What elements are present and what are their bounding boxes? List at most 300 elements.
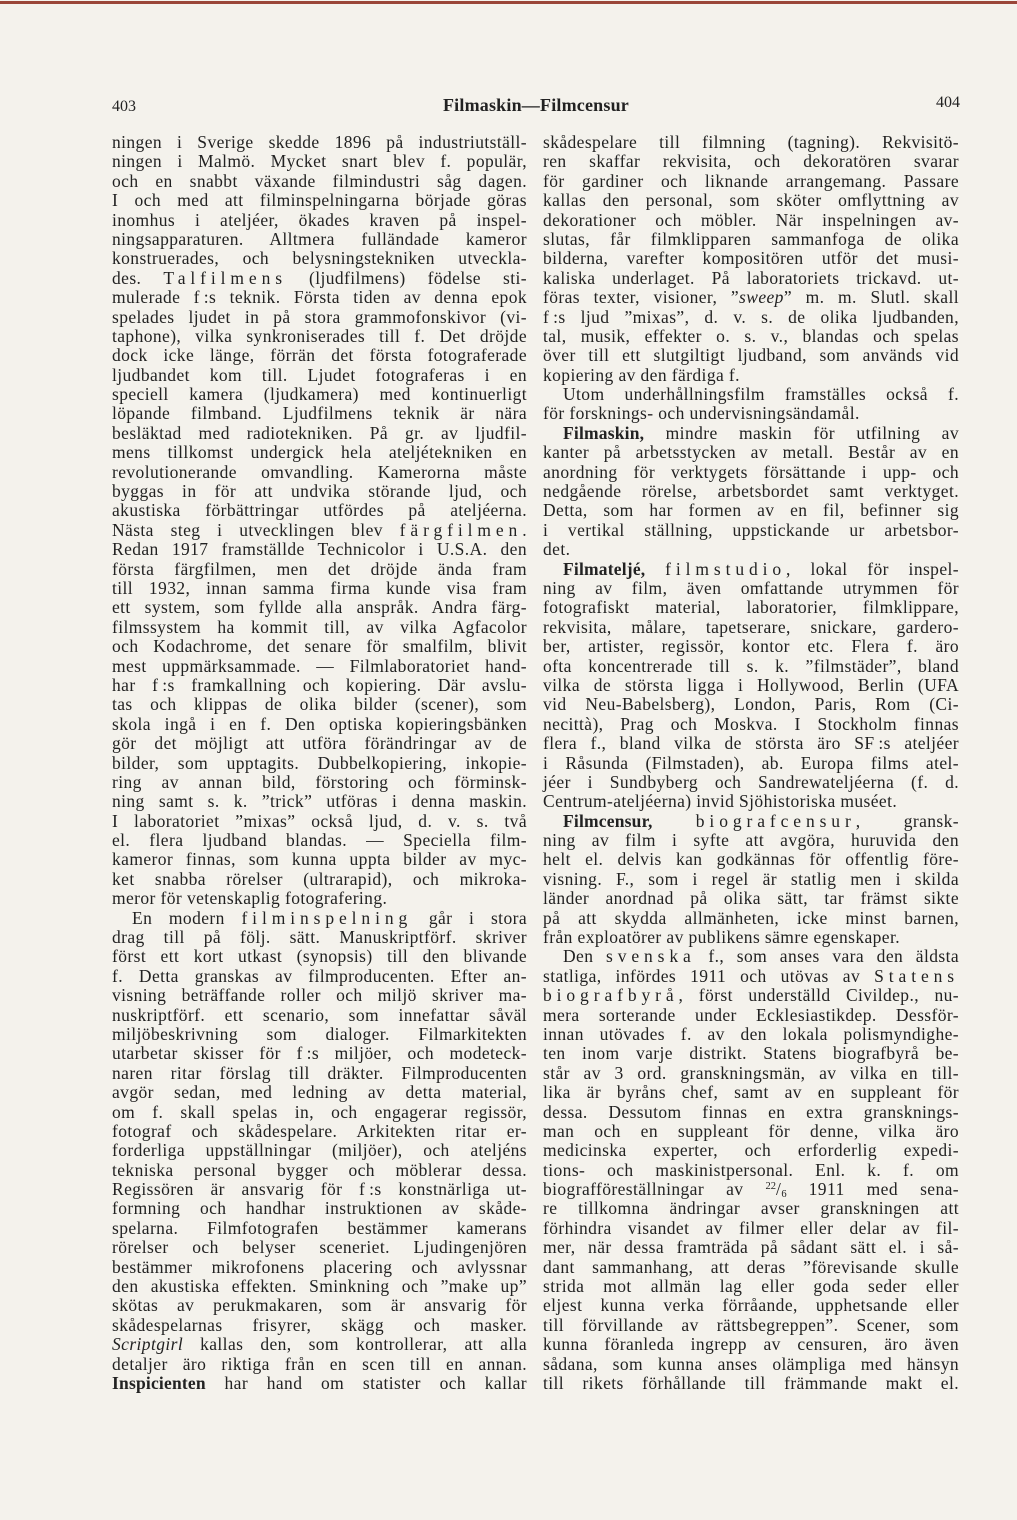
text-line <box>543 308 959 327</box>
line-text: ningen i Sverige skedde 1896 på industriutställ- <box>112 132 527 152</box>
text-line <box>112 385 527 404</box>
line-text: slutas, får filmklipparen sammanfoga de olika <box>543 228 959 249</box>
line-text: står av 3 ord. granskningsmän, av vilka en till- <box>543 1062 959 1083</box>
line-text: necittà), Prag och Moskva. I Stockholm finnas <box>543 713 959 734</box>
line-text: nedgående rörelse, arbetsbordet samt verktyget. <box>543 481 959 502</box>
line-text: spelarna. Filmfotografen bestämmer kamerans <box>112 1217 527 1238</box>
text-line <box>112 560 527 579</box>
text-line <box>112 1141 527 1160</box>
line-text: ett system, som fyllde alla anspråk. Andra färg- <box>112 597 527 618</box>
line-text: vid Neu-Babelsberg), London, Paris, Rom (Ci- <box>543 694 959 715</box>
spaced-term: biografbyrå <box>543 985 679 1006</box>
line-text: besläktad med radiotekniken. På gr. av ljudfil- <box>112 422 527 443</box>
line-text: Regissören är ansvarig för f :s konstnärliga ut- <box>112 1179 527 1200</box>
text-line <box>112 1083 527 1102</box>
line-text: tas och klippas de olika bilder (scener), som <box>112 694 527 715</box>
text-line <box>543 560 959 579</box>
text-line <box>112 1199 527 1218</box>
line-text: des. <box>112 267 164 288</box>
line-text: dessa. Dessutom finnas en extra gransknings- <box>543 1101 959 1122</box>
text-line <box>543 152 959 171</box>
line-text: till 1932, innan samma firma kunde visa fram <box>112 577 527 598</box>
line-text: innan utövades f. av den lokala polismyndighe- <box>543 1023 959 1044</box>
line-text: rekvisita, målare, tapetserare, snickare, gardero- <box>543 616 959 637</box>
line-text: ljudbandet kom till. Ljudet fotograferas i en <box>112 364 527 385</box>
text-line <box>112 715 527 734</box>
text-line <box>543 889 959 908</box>
line-text: flera f., bland vilka de största äro SF :s ateljéer <box>543 733 959 754</box>
text-line <box>112 308 527 327</box>
text-line <box>543 1064 959 1083</box>
text-line <box>112 695 527 714</box>
text-line <box>112 327 527 346</box>
line-text: länder anordnad på olika sätt, tar främst sikte <box>543 888 959 909</box>
text-line <box>543 734 959 753</box>
text-line <box>543 1122 959 1141</box>
line-text: mera sorterande under Ecklesiastikdep. Dessför- <box>543 1004 959 1025</box>
line-text: dock icke länge, förrän det första fotograferade <box>112 345 527 366</box>
text-line <box>112 986 527 1005</box>
line-text: (ljudfilmens) födelse sti- <box>286 267 527 288</box>
text-line <box>543 1238 959 1257</box>
text-line <box>543 831 959 850</box>
italic-term: Scriptgirl <box>112 1334 184 1355</box>
line-text: gör det möjligt att utföra förändringar av de <box>112 733 527 754</box>
paragraph <box>543 424 959 560</box>
line-text: f :s ljud ”mixas”, d. v. s. de olika ljudbanden, <box>543 306 959 327</box>
line-text: ofta koncentrerade till s. k. ”filmstäder”, bland <box>543 655 959 676</box>
line-text: tekniska personal bygger och möblerar dessa. <box>112 1159 527 1180</box>
line-text: för forsknings- och undervisningsändamål. <box>543 403 860 424</box>
text-line <box>543 1374 959 1393</box>
text-line <box>112 1355 527 1374</box>
text-line <box>543 676 959 695</box>
line-text: konstruerades, och belysningstekniken utveckla- <box>112 248 527 269</box>
text-line <box>543 482 959 501</box>
line-text: re tillkomna ändringar avser granskningen att <box>543 1198 959 1219</box>
text-line <box>543 812 959 831</box>
line-text: jéer i Sundbyberg och Sandrewateljéerna (f. d. <box>543 771 959 792</box>
text-line <box>112 1044 527 1063</box>
spaced-term: Talfilmens <box>163 267 287 288</box>
line-text: byggas in för att undvika störande ljud, och <box>112 481 527 502</box>
text-line <box>543 773 959 792</box>
line-text: Detta, som har formen av en fil, befinner sig <box>543 500 959 521</box>
line-text: löpande filmband. Ljudfilmens teknik är nära <box>112 403 527 424</box>
text-line <box>112 579 527 598</box>
text-line <box>112 792 527 811</box>
line-text: visning beträffande roller och miljö skriver ma- <box>112 985 527 1006</box>
line-text: sådana, som kunna anses olämpliga med hänsyn <box>543 1353 959 1374</box>
spaced-term: svenska <box>606 946 696 967</box>
text-line <box>112 967 527 986</box>
line-text: , lokal för inspel- <box>786 558 959 579</box>
text-line <box>112 870 527 889</box>
text-line <box>112 1025 527 1044</box>
text-line <box>112 288 527 307</box>
line-text: mens tillkomst undergick hela ateljétekniken en <box>112 442 527 463</box>
line-text: taphone), vilka synkroniserades till f. Det dröjde <box>112 325 527 346</box>
line-text: detaljer äro riktiga från en scen till en annan. <box>112 1353 527 1374</box>
text-line <box>112 1316 527 1335</box>
line-text: Den <box>563 946 606 967</box>
line-text: visning. F., som i regel är statlig men i skilda <box>543 868 959 889</box>
line-text: i vertikal ställning, uppstickande ur arbetsbor- <box>543 519 959 540</box>
text-line <box>543 443 959 462</box>
text-line <box>543 1083 959 1102</box>
text-line <box>543 1355 959 1374</box>
text-line <box>112 947 527 966</box>
text-line <box>112 540 527 559</box>
line-text <box>645 559 665 579</box>
line-text: ” m. m. Slutl. skall <box>783 287 959 308</box>
line-text: I och med att filminspelningarna började göras <box>112 190 527 211</box>
text-line <box>112 482 527 501</box>
line-text: bilder, som upptagits. Dubbelkopiering, inkopie- <box>112 752 527 773</box>
text-line <box>543 1199 959 1218</box>
text-line <box>543 792 959 811</box>
text-line <box>112 269 527 288</box>
paragraph <box>112 909 527 1394</box>
paragraph <box>543 560 959 812</box>
text-line <box>112 133 527 152</box>
line-text: miljöbeskrivning som dialoger. Filmarkitekten <box>112 1023 527 1044</box>
line-text: mindre maskin för utfilning av <box>644 422 959 443</box>
line-text: man och en suppleant för denne, vilka äro <box>543 1120 959 1141</box>
line-text: biografföreställningar av <box>543 1179 766 1200</box>
line-text: f. Detta granskas av filmproducenten. Efter an- <box>112 965 527 986</box>
text-line <box>112 1006 527 1025</box>
line-text: kopiering av den färdiga f. <box>543 364 740 385</box>
line-text: om f. skall spelas in, och engagerar regissör, <box>112 1101 527 1122</box>
line-text: skola ingå i en f. Den optiska kopieringsbänken <box>112 713 527 734</box>
line-text: skådespelarnas frisyrer, skägg och masker. <box>112 1314 527 1335</box>
text-line <box>112 1122 527 1141</box>
line-text: den akustiska effekten. Sminkning och ”make up” <box>112 1276 527 1297</box>
line-text: inomhus i ateljéer, ökades kraven på inspel- <box>112 209 527 230</box>
text-line <box>112 637 527 656</box>
line-text: och en snabbt växande filmindustri såg dagen. <box>112 170 527 191</box>
line-text: kallas den, som kontrollerar, att alla <box>183 1334 527 1355</box>
text-line <box>112 230 527 249</box>
text-line <box>543 870 959 889</box>
paragraph <box>543 812 959 948</box>
text-line <box>543 1316 959 1335</box>
line-text: ning samt s. k. ”trick” utföras i denna maskin. <box>112 791 527 812</box>
text-line <box>112 1258 527 1277</box>
line-text: ring av annan bild, förstoring och förminsk- <box>112 771 527 792</box>
line-text: / <box>776 1179 782 1200</box>
line-text: anordning för verktygets försättande i upp- och <box>543 461 959 482</box>
line-text: kameror finnas, som kunna uppta bilder av myc- <box>112 849 527 870</box>
line-text: tions- och maskinistpersonal. Enl. k. f. om <box>543 1159 959 1180</box>
text-line <box>543 1006 959 1025</box>
line-text: ning av film i syfte att avgöra, huruvida den <box>543 830 959 851</box>
fraction-denominator: 6 <box>781 1188 787 1200</box>
paragraph <box>543 385 959 424</box>
line-text: drag till på följ. sätt. Manuskriptförf. skriver <box>112 927 527 948</box>
line-text: eljest kunna verka förråande, upphetsande eller <box>543 1295 959 1316</box>
line-text: skötas av perukmakaren, som är ansvarig för <box>112 1295 527 1316</box>
text-line <box>543 1258 959 1277</box>
line-text: dant sammanhang, att deras ”förevisande skulle <box>543 1256 959 1277</box>
text-line <box>543 1277 959 1296</box>
text-line <box>543 1335 959 1354</box>
line-text: mest uppmärksammade. — Filmlaboratoriet hand- <box>112 655 527 676</box>
text-line <box>543 133 959 152</box>
bold-term: Inspicienten <box>112 1373 206 1393</box>
spaced-term: filminspelning <box>241 907 413 928</box>
text-line <box>543 618 959 637</box>
text-line <box>543 385 959 404</box>
text-line <box>112 928 527 947</box>
text-line <box>543 715 959 734</box>
text-line <box>112 1161 527 1180</box>
text-line <box>112 598 527 617</box>
spaced-term: Statens <box>874 965 959 986</box>
line-text: . <box>522 519 527 540</box>
line-text: går i stora <box>412 907 527 928</box>
text-line <box>543 695 959 714</box>
text-line <box>543 269 959 288</box>
line-text: speciell kamera (ljudkamera) med kontinuerligt <box>112 384 527 405</box>
line-text: filmssystem ha kommit till, av vilka Agfacolor <box>112 616 527 637</box>
line-text: naren ritar förslag till dräkter. Filmproducenten <box>112 1062 527 1083</box>
text-line <box>543 657 959 676</box>
line-text: nuskriptförf. ett scenario, som innefattar såväl <box>112 1004 527 1025</box>
bold-term: Filmaskin, <box>563 422 645 443</box>
line-text: revolutionerande omvandling. Kamerorna måste <box>112 461 527 482</box>
paragraph <box>543 133 959 385</box>
line-text: ket snabba rörelser (ultrarapid), och mikroka- <box>112 868 527 889</box>
line-text: , först underställd Civildep., nu- <box>678 985 959 1006</box>
text-line <box>112 191 527 210</box>
line-text: bestämmer mikrofonens placering och avlyssnar <box>112 1256 527 1277</box>
line-text: Centrum-ateljéerna) invid Sjöhistoriska muséet. <box>543 791 898 812</box>
text-line <box>112 404 527 423</box>
text-line <box>543 211 959 230</box>
line-text: medicinska experter, och erforderlig expedi- <box>543 1140 959 1161</box>
line-text: kanter på arbetsstycken av metall. Består av en <box>543 442 959 463</box>
text-line <box>543 579 959 598</box>
text-line <box>543 327 959 346</box>
text-line <box>112 831 527 850</box>
text-line <box>543 521 959 540</box>
text-line <box>543 404 959 423</box>
line-text: akustiska förbättringar utfördes på ateljéerna. <box>112 500 527 521</box>
text-line <box>112 1064 527 1083</box>
text-line <box>112 812 527 831</box>
line-text: el. flera ljudband blandas. — Speciella film- <box>112 830 527 851</box>
text-line <box>543 288 959 307</box>
line-text: ningen i Malmö. Mycket snart blev f. populär, <box>112 151 527 172</box>
text-line <box>543 540 959 559</box>
text-line <box>543 1044 959 1063</box>
text-line <box>543 909 959 928</box>
text-line <box>112 734 527 753</box>
fraction-numerator: 22 <box>765 1181 777 1193</box>
text-line <box>543 1025 959 1044</box>
line-text: Redan 1917 framställde Technicolor i U.S.A. den <box>112 539 527 560</box>
line-text: har hand om statister och kallar <box>205 1373 527 1393</box>
line-text: på att skydda allmänheten, icke minst barnen, <box>543 907 959 928</box>
line-text: ningsapparaturen. Alltmera fulländade kameror <box>112 228 527 249</box>
text-line <box>112 249 527 268</box>
running-header <box>112 94 960 118</box>
text-line <box>543 366 959 385</box>
text-line <box>543 850 959 869</box>
running-title: Filmaskin—Filmcensur <box>442 95 629 115</box>
right-column <box>543 133 959 1393</box>
line-text: En modern <box>132 907 242 928</box>
text-line <box>543 1180 959 1199</box>
text-line <box>543 172 959 191</box>
line-text: I laboratoriet ”mixas” också ljud, d. v. s. två <box>112 810 527 831</box>
page-edge <box>0 1 1017 4</box>
text-line <box>112 1219 527 1238</box>
text-line <box>112 618 527 637</box>
line-text: först ett kort utkast (synopsis) till den blivande <box>112 946 527 967</box>
text-line <box>543 463 959 482</box>
text-line <box>112 850 527 869</box>
line-text: till förvillande av rättsbegreppen”. Scener, som <box>543 1314 959 1335</box>
line-text: statliga, infördes 1911 och utövas av <box>543 965 875 986</box>
text-line <box>543 191 959 210</box>
line-text: mulerade f :s teknik. Första tiden av denna epok <box>112 287 527 308</box>
spaced-term: biografcensur <box>695 810 856 831</box>
text-line <box>543 346 959 365</box>
left-column <box>112 133 527 1393</box>
text-line <box>112 346 527 365</box>
line-text: utarbetar skisser för f :s miljöer, och modeteck- <box>112 1043 527 1064</box>
line-text: ning av film, även omfattande utrymmen för <box>543 577 959 598</box>
spaced-term: färgfilmen <box>399 519 523 540</box>
text-line <box>112 1335 527 1354</box>
text-line <box>112 1277 527 1296</box>
text-line <box>543 928 959 947</box>
text-line <box>112 424 527 443</box>
text-line <box>543 1141 959 1160</box>
line-text: Utom underhållningsfilm framställes också f. <box>563 384 959 405</box>
line-text: förhindra visandet av filmer eller delar av fil- <box>543 1217 959 1238</box>
line-text: 1911 med sena- <box>786 1179 959 1200</box>
paragraph <box>112 133 527 909</box>
line-text: vilka de största ligga i Hollywood, Berlin (UFA <box>543 674 959 695</box>
line-text: ten inom varje distrikt. Statens biografbyrå be- <box>543 1043 959 1064</box>
text-line <box>543 598 959 617</box>
line-text: har f :s framkallning och kopiering. Där avslu- <box>112 674 527 695</box>
page-number-left: 403 <box>112 98 136 115</box>
bold-term: Filmcensur, <box>563 810 653 831</box>
paragraph <box>543 947 959 1393</box>
text-line <box>112 211 527 230</box>
text-line <box>543 986 959 1005</box>
text-line <box>112 463 527 482</box>
line-text: strida mot allmän lag eller goda seder eller <box>543 1276 959 1297</box>
text-line <box>543 230 959 249</box>
text-line <box>543 637 959 656</box>
line-text: det. <box>543 539 571 560</box>
line-text: ren skaffar rekvisita, och dekoratören svarar <box>543 151 959 172</box>
text-line <box>112 754 527 773</box>
text-line <box>112 1180 527 1199</box>
text-line <box>543 754 959 773</box>
line-text: Nästa steg i utvecklingen blev <box>112 519 400 540</box>
line-text: dekorationer och möbler. När inspelningen av- <box>543 209 959 230</box>
line-text: fotograf och skådespelare. Arkitekten ritar er- <box>112 1120 527 1141</box>
line-text: ber, artister, regissör, kontor etc. Flera f. äro <box>543 636 959 657</box>
line-text: fotografiskt material, laboratorier, filmklippare, <box>543 597 959 618</box>
text-line <box>112 172 527 191</box>
text-line <box>112 1374 527 1393</box>
line-text: meror för vetenskaplig fotografering. <box>112 888 388 909</box>
line-text: helt el. delvis kan godkännas för offentlig före- <box>543 849 959 870</box>
line-text: formning och handhar instruktionen av skåde- <box>112 1198 527 1219</box>
text-line <box>112 773 527 792</box>
line-text: för gardiner och liknande arrangemang. Passare <box>543 170 959 191</box>
page-number-right: 404 <box>936 94 960 111</box>
line-text: forderliga uppställningar (miljöer), och ateljéns <box>112 1140 527 1161</box>
line-text: föras texter, visioner, ” <box>543 287 740 308</box>
text-line <box>112 909 527 928</box>
line-text: bilderna, varefter kompositören utför det musi- <box>543 248 959 269</box>
text-line <box>112 521 527 540</box>
text-line <box>543 1103 959 1122</box>
line-text: till rikets förhållande till främmande makt el. <box>543 1373 959 1393</box>
line-text: mer, när dessa framträda på sådant sätt el. i så- <box>543 1237 959 1258</box>
spaced-term: filmstudio <box>665 558 787 579</box>
line-text: från exploatörer av publikens sämre egenskaper. <box>543 927 900 948</box>
text-line <box>543 501 959 520</box>
text-line <box>112 501 527 520</box>
line-text <box>653 811 696 831</box>
text-line <box>112 1296 527 1315</box>
line-text: lika är byråns chef, samt av en suppleant för <box>543 1082 959 1103</box>
line-text: över till ett slutgiltigt ljudband, som används vid <box>543 345 959 366</box>
text-line <box>112 1238 527 1257</box>
text-line <box>543 249 959 268</box>
line-text: spelades ljudet in på stora grammofonskivor (vi- <box>112 306 527 327</box>
line-text: första färgfilmen, men det dröjde ända fram <box>112 558 527 579</box>
text-line <box>112 366 527 385</box>
line-text: kaliska underlaget. På laboratoriets trickavd. ut- <box>543 267 959 288</box>
line-text: skådespelare till filmning (tagning). Rekvisitö- <box>543 132 959 152</box>
line-text: avgör sedan, med ledning av detta material, <box>112 1082 527 1103</box>
text-line <box>112 152 527 171</box>
text-line <box>112 1103 527 1122</box>
bold-term: Filmateljé, <box>563 558 646 579</box>
text-line <box>543 424 959 443</box>
text-line <box>543 947 959 966</box>
line-text: , gransk- <box>855 810 959 831</box>
line-text: rörelser och belyser sceneriet. Ljudingenjören <box>112 1237 527 1258</box>
text-line <box>543 1296 959 1315</box>
italic-term: sweep <box>739 287 784 308</box>
text-line <box>112 889 527 908</box>
text-line <box>543 1161 959 1180</box>
line-text: och Kodachrome, det senare för smalfilm, blivit <box>112 636 527 657</box>
text-line <box>543 1219 959 1238</box>
text-line <box>112 657 527 676</box>
text-line <box>112 676 527 695</box>
line-text: tal, musik, effekter o. s. v., blandas och spelas <box>543 325 959 346</box>
line-text: f., som anses vara den äldsta <box>695 946 959 967</box>
text-line <box>112 443 527 462</box>
line-text: i Råsunda (Filmstaden), ab. Europa films atel- <box>543 752 959 773</box>
line-text: kunna föranleda ingrepp av censuren, äro även <box>543 1334 959 1355</box>
line-text: kallas den personal, som sköter omflyttning av <box>543 190 959 211</box>
text-line <box>543 967 959 986</box>
